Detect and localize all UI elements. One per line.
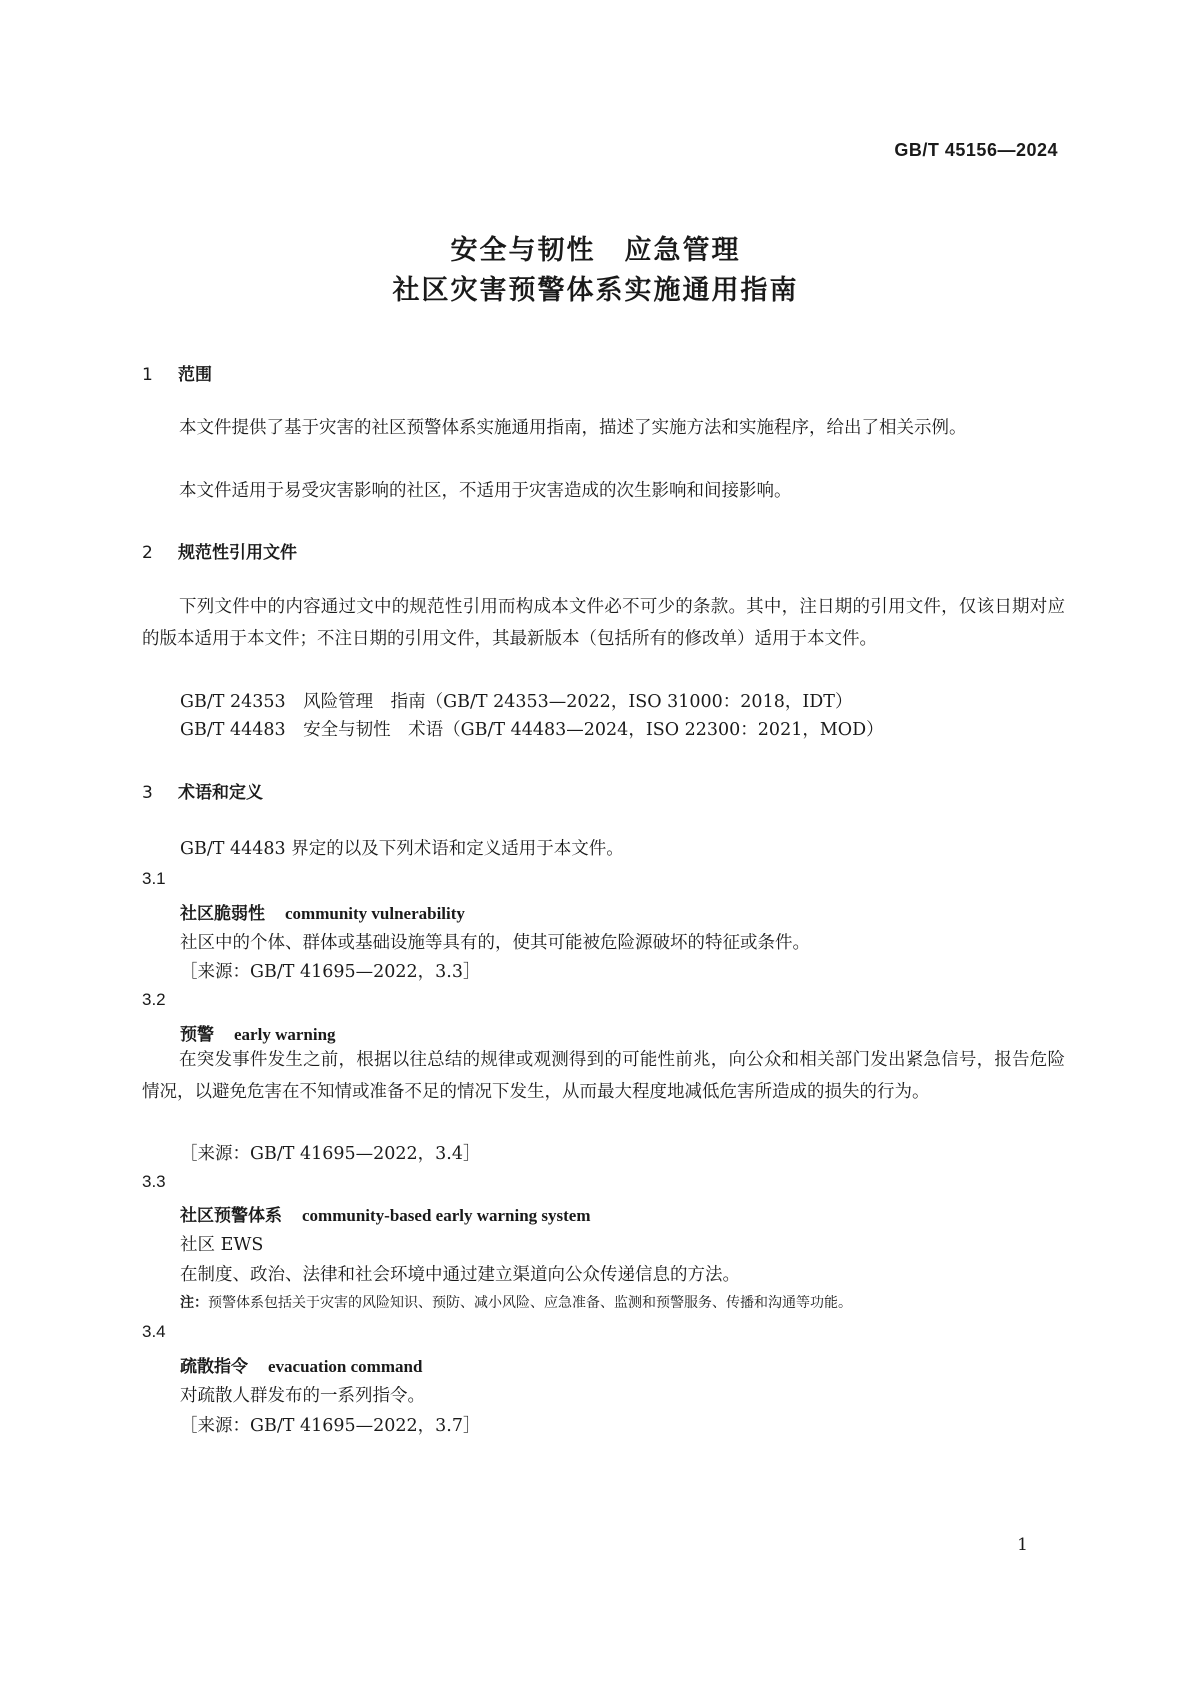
document-title-line1: 安全与韧性 应急管理 bbox=[450, 235, 741, 266]
section-heading-terms-definitions bbox=[142, 778, 263, 803]
terms-intro: GB/T 44483 界定的以及下列术语和定义适用于本文件。 bbox=[180, 839, 624, 859]
term-number: 3.4 bbox=[142, 1322, 166, 1341]
section-title: 范围 bbox=[178, 365, 212, 385]
term-heading bbox=[180, 899, 465, 924]
term-en: early warning bbox=[234, 1025, 336, 1044]
term-number: 3.1 bbox=[142, 869, 166, 888]
term-zh: 疏散指令 bbox=[180, 1357, 248, 1377]
term-heading bbox=[180, 1201, 591, 1226]
term-en: community-based early warning system bbox=[302, 1206, 591, 1225]
page-number: 1 bbox=[1017, 1535, 1028, 1555]
section-number: 3 bbox=[142, 783, 153, 803]
paragraph: 下列文件中的内容通过文中的规范性引用而构成本文件必不可少的条款。其中，注日期的引用文件，仅该日期对应的版本适用于本文件；不注日期的引用文件，其最新版本（包括所有的修改单）适用于本文件。 bbox=[142, 597, 1065, 649]
term-definition: 在突发事件发生之前，根据以往总结的规律或观测得到的可能性前兆，向公众和相关部门发出紧急信号，报告危险情况，以避免危害在不知情或准备不足的情况下发生，从而最大程度地减低危害所造成的损失的行为。 bbox=[142, 1050, 1065, 1102]
term-source: ［来源：GB/T 41695—2022，3.4］ bbox=[180, 1144, 481, 1164]
term-number: 3.2 bbox=[142, 990, 166, 1009]
section-heading-scope bbox=[142, 360, 212, 385]
term-en: evacuation command bbox=[268, 1357, 423, 1376]
standard-number: GB/T 45156—2024 bbox=[894, 140, 1058, 160]
term-abbreviation: 社区 EWS bbox=[180, 1235, 264, 1255]
term-en: community vulnerability bbox=[285, 904, 465, 923]
note-label: 注： bbox=[180, 1295, 208, 1311]
paragraph: 本文件提供了基于灾害的社区预警体系实施通用指南，描述了实施方法和实施程序，给出了相关示例。 bbox=[179, 418, 967, 438]
section-title: 规范性引用文件 bbox=[178, 543, 297, 563]
term-heading bbox=[180, 1352, 422, 1377]
term-source: ［来源：GB/T 41695—2022，3.3］ bbox=[180, 962, 481, 982]
section-number: 1 bbox=[142, 365, 153, 385]
term-definition: 对疏散人群发布的一系列指令。 bbox=[180, 1386, 425, 1406]
term-definition: 社区中的个体、群体或基础设施等具有的，使其可能被危险源破坏的特征或条件。 bbox=[180, 933, 810, 953]
term-note bbox=[180, 1292, 852, 1312]
term-zh: 预警 bbox=[180, 1025, 214, 1045]
section-number: 2 bbox=[142, 543, 153, 563]
reference-item: GB/T 44483 安全与韧性 术语（GB/T 44483—2024，ISO 22300：2021，MOD） bbox=[180, 720, 884, 740]
term-number: 3.3 bbox=[142, 1172, 166, 1191]
term-zh: 社区预警体系 bbox=[180, 1206, 282, 1226]
section-heading-normative-references bbox=[142, 538, 297, 563]
paragraph: 本文件适用于易受灾害影响的社区，不适用于灾害造成的次生影响和间接影响。 bbox=[179, 481, 792, 501]
term-zh: 社区脆弱性 bbox=[180, 904, 265, 924]
note-text: 预警体系包括关于灾害的风险知识、预防、减小风险、应急准备、监测和预警服务、传播和沟通等功能。 bbox=[208, 1295, 852, 1311]
document-title-line2: 社区灾害预警体系实施通用指南 bbox=[392, 275, 799, 306]
term-source: ［来源：GB/T 41695—2022，3.7］ bbox=[180, 1416, 481, 1436]
reference-item: GB/T 24353 风险管理 指南（GB/T 24353—2022，ISO 31000：2018，IDT） bbox=[180, 692, 853, 712]
section-title: 术语和定义 bbox=[178, 783, 263, 803]
term-heading bbox=[180, 1020, 336, 1045]
term-definition: 在制度、政治、法律和社会环境中通过建立渠道向公众传递信息的方法。 bbox=[180, 1265, 740, 1285]
